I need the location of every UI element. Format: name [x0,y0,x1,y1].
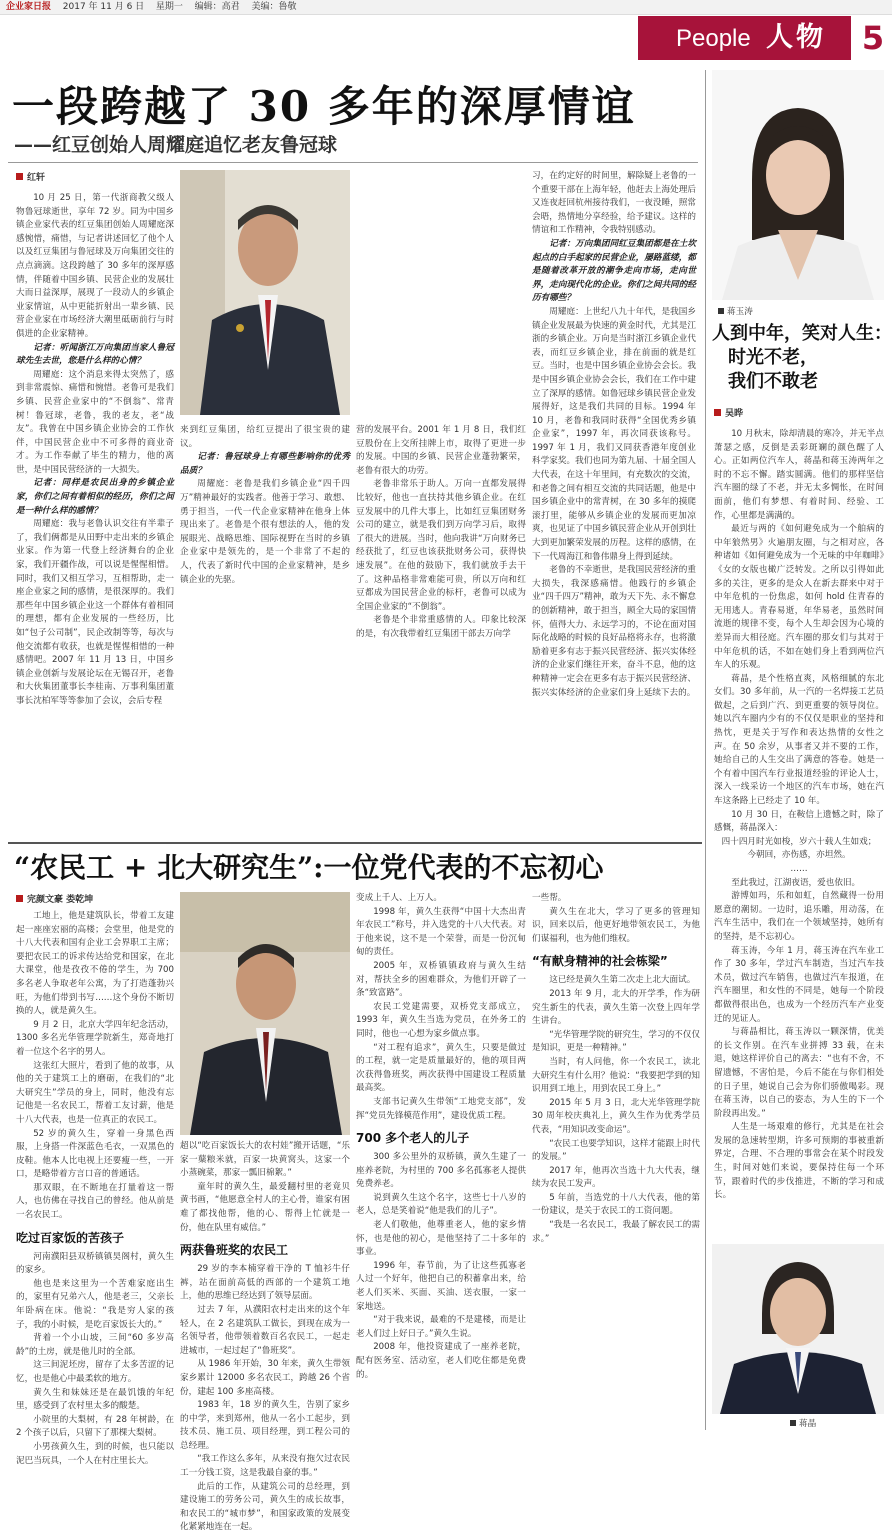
paragraph: 来到红豆集团，给红豆提出了很宝贵的建议。 [180,425,350,449]
article2-title: “农民工 + 北大研究生”:一位党代表的不忘初心 [14,851,604,884]
paragraph: 超以“吃百家饭长大的农村娃”搬开话题，“乐家一蘖粮米就，百家一块黄窝头，这家一个小蒸碗菜，那家一瓢旧棉絮。” [180,1141,350,1179]
paragraph: 蒋玉涛，今年 1 月，蒋玉涛在汽车业工作了 30 多年，学过汽车制造，当过汽车技术员，做过汽车销售，也做过汽车报道，在汽车圈里，和女性的不同是，她每一个阶段都做得很出色，也成为一个经历汽车产业变迁的见证人。 [714,945,884,1024]
paragraph: 过去 7 年，从濮阳农村走出来的这个年轻人，在 2 名建筑队工做长，到现在成为一名领导者，他带领着数百名农民工，一起走进城市，一起过起了“鲁班奖”。 [180,1304,350,1356]
paragraph: 周耀庭：老鲁是我们乡镇企业“四千四万”精神最好的实践者。他善于学习、敢想、勇于担当，一代一代企业家精神在他身上体现出来了。老鲁是个很有想法的人，他的发展眼光、战略思维、国际视野在当时的乡镇企业家中是领先的，是一个非常了不起的人，代表了新时代中国的企业家精神，是乡镇企业的先驱。 [180,479,350,585]
paragraph: 农民工党建需要，双桥党支部成立，1993 年，黄久生当选为党员，在外务工的同时，他也一心想为家乡做点事。 [356,1001,526,1039]
paragraph: 黄久生和妹妹还是在最饥饿的年纪里，感受到了农村里太多的酸楚。 [16,1387,174,1412]
article1-subtitle: ——红豆创始人周耀庭追忆老友鲁冠球 [14,134,338,156]
paragraph: 习，在约定好的时间里，解除疑上老鲁的一个重要干部在上海年轻，他赶去上海处理后又连夜赶回杭州接待我们，一夜没睡，照常会晤，热情地分享经验，给予建议。这样的情谊和工作精神，令我特别感动。 [532,171,696,236]
paragraph: 支部书记黄久生带领“工地党支部”，发挥“党员先锋模范作用”，建设优质工程。 [356,1096,526,1121]
paragraph: 这张红大照片，看到了他的故事，从他的关于建筑工上的磨砺，在我们的“北大研究生”学员的身上，同时，他没有忘记他是一名农民工，帮着工友讨薪，他是十八大代表，也是一位真正的农民工。 [16,1060,174,1125]
sidebar-title-3: 我们不敢老 [728,371,818,392]
paragraph: 童年时的黄久生，最爱翻村里的老竟贝黄书画，“他愿意全村人的主心骨，谁家有困难了都找他帮，他的心、帮得上忙就是一份，他在队里有威信。” [180,1181,350,1233]
article2-col1 [16,910,174,1466]
paragraph: 此后的工作，从建筑公司的总经理，到建设施工的劳务公司，黄久生的成长故事，和农民工的“城市梦”，和国家政策的发展变化紧紧地连在一起。 [180,1481,350,1533]
paper-name: 企业家日报 [6,2,52,12]
paragraph: “对于我来说，最难的不是建楼，而是让老人们过上好日子。”黄久生说。 [356,1315,526,1339]
zhou-yaoting-photo [180,170,350,415]
editor: 编辑：高君 [194,2,240,12]
paragraph: 营的发展平台。2001 年 1 月 8 日，我们红豆股份在上交所挂牌上市，取得了更进一步的发展。中国的乡镇、民营企业蓬勃繁荣，老鲁有很大的功劳。 [356,425,526,476]
jiang-jing-photo [712,1244,884,1414]
sidebar-title-2: 时光不老， [728,347,818,368]
article2-col2 [180,1140,350,1533]
subheading: 吃过百家饭的苦孩子 [16,1230,125,1245]
paragraph: 这三间泥坯房，留存了太多苦涩的记忆，也是他心中最柔软的地方。 [16,1360,174,1384]
huang-jiusheng-photo [180,892,350,1135]
article1-col1 [16,192,174,834]
paragraph: 老鲁是个非常重感情的人。印象比较深的是，有次我带着红豆集团干部去万向学 [356,615,526,639]
paragraph: 周耀庭：我与老鲁认识交往有半辈子了，我们俩都是从田野中走出来的乡镇企业家。作为第一代登上经济舞台的企业家，我们开疆作战，可以说是惺惺相惜。同时，我们又相互学习，互相帮助，走一座企业家之间的感情，是很深厚的。我们那些年中国乡镇企业这一个群体有着相同的理想，都有企业发展的一些经历，比如“包子公司制”，民企改制等等，每次与他交流都有收获，也就是惺惺相惜的一种感情吧。2007 年 11 月 13 日，中国乡镇企业创新与发展论坛在无锡召开，老鲁和大伙集团董事长李桂南、万事利集团董事长沈柏军等等参加了会议，会后专程 [16,519,174,706]
question: 记者：鲁冠球身上有哪些影响你的优秀品质？ [180,452,350,476]
issue-date: 2017 年 11 月 6 日 [62,2,145,12]
paragraph: 变成上千人、上万人。 [356,893,442,903]
paragraph: 最近与两的《如何避免成为一个舶病的中年狼然男》火遍朋友圈，与之相对应，各种诸如《如何避免成为一个无味的中年咖啡》《女的女版也橄广泛转发。之所以引得如此多的关注，更多的是众人在新去群来中对于中年危机的一份焦虑，如何 hold 住青春的无用逃人。青春易逝，年华易老，虽然时间流逝的规律不变，每个人生却会因为心境的差异而大相径庭。汽车圈的那女们与其对于中年危机的话，不如在她们身上看到两位汽车人的乐观。 [714,524,884,671]
subheading: 两获鲁班奖的农民工 [180,1243,289,1258]
paragraph: “对工程有追求”，黄久生，只要是做过的工程，就一定是质量最好的，他的项目两次获得鲁班奖，两次获得中国建设工程质量最高奖。 [356,1042,526,1094]
paragraph: 工地上，他是建筑队长，带着工友建起一座座宏丽的高楼；会堂里，他是党的十八大代表和国有企业工会界职工主席；要把农民工的诉求传达给党和国家，在北大课堂，他是孜孜不倦的学生，为 700 多名老人争取老年公寓，为了打造蓬勃兴旺，为他们带到书写……这个身份不断切换的人，就是黄久生。 [16,911,174,1017]
paragraph: 2017 年，他再次当选十九大代表，继续为农民工发声。 [532,1165,700,1190]
paragraph: 黄久生在北大，学习了更多的管理知识，回来以后，他更好地带领农民工，为他们谋福利，也为他们维权。 [532,906,700,944]
paragraph: 河南濮阳县双桥镇镇昊阁村，黄久生的家乡。 [16,1251,174,1276]
paragraph: 1996 年，春节前，为了让这些孤寡老人过一个好年，他把自己的积蓄拿出来，给老人们买米、买面、买油、送衣服，一家一家地送。 [356,1260,526,1312]
poem-line: 四十四月时光如梭，岁六十载人生如戏； [721,836,877,847]
paragraph: 人生是一场艰难的修行，尤其是在社会发展的急速转型期，许多可预期的事被重新界定，合理、不合理的事常会在某个时段发生，时间对她们来说，要保持住每一个环节，跟着时代的步伐推进，不断的学习和成长。 [714,1122,884,1201]
paragraph: 背着一个小山坡，三间“60 多岁高龄”的土房，就是他儿时的全部。 [16,1333,174,1357]
poem-line: …… [790,864,808,874]
portrait-illustration [712,70,884,300]
page-number: 5 [861,19,885,57]
masthead [6,1,296,13]
article2-col4 [532,892,700,1430]
portrait-illustration [712,1244,884,1414]
paragraph: 与蒋晶相比，蒋玉涛以一颗深情，优美的长文作别。在汽车业拼搏 33 载，在未退，她这样评价自己的离去：“也有不舍，不留遗憾，不害怕是，今后不能在与你们相处的日子里，她说自己会为你们骄傲喝彩。现在蒋玉涛，以自己的姿态，为人生的下一个阶段再出发。” [714,1027,884,1119]
paragraph: “我是一名农民工，我最了解农民工的需求。” [532,1220,700,1244]
article1-divider [8,162,698,163]
article2-top-divider [8,842,702,844]
question: 记者：万向集团同红豆集团都是在土坎起点的白手起家的民营企业，屡路蓝缕，都是随着改革开放的潮争走向市场，走向世界，走向现代化的企业。你们之间共同的经历有哪些？ [532,238,696,304]
question: 记者：同样是农民出身的乡镇企业家，你们之间有着相似的经历，你们之间是一种什么样的感情？ [16,478,174,516]
paragraph: 2005 年，双桥镇镇政府与黄久生结对，帮扶全乡的困难群众，为他们开辟了一条“致富路”。 [356,960,526,999]
sidebar-title-1: 人到中年，笑对人生： [712,323,892,344]
paragraph: 1983 年，18 岁的黄久生，告别了家乡的中学，来到郑州，他从一名小工起步，到技术员、施工员、项目经理，到工程公司的总经理。 [180,1400,350,1451]
paragraph: 从 1986 年开始，30 年来，黄久生带领家乡累计 12000 多名农民工，跨越 26 个省份，建起 100 多座高楼。 [180,1359,350,1397]
paragraph: 老人们敬他，他尊重老人，他的家乡情怀，也是他的初心，是他坚持了二十多年的事业。 [356,1220,526,1258]
paragraph: 游博如玛，乐和如虹，自然藏得一份用愿意的潮韧。一边时，追乐雕，用动荡，在汽车生活中，我们在一个领域坚持，她所有的坚持，是不忘初心。 [714,891,884,942]
weekday: 星期一 [155,2,183,12]
article2-byline: 完颜文豪 娄乾坤 [16,892,93,905]
paragraph: 一些帮。 [532,893,567,903]
paragraph: 29 岁的李本楠穿着干净的 T 恤衫牛仔裤，站在面前高低的西部的一个建筑工地上，他的思维已经达到了领导层面。 [180,1264,350,1302]
paragraph: 当时，有人问他，你一个农民工，读北大研究生有什么用？他说：“我要把学到的知识用到工地上，用到农民工身上。” [532,1056,700,1095]
paragraph: 小院里的大梨树，有 28 年树龄，在 2 个孩子以后，只留下了那棵大梨树。 [16,1414,174,1439]
paragraph: “我工作这么多年，从来没有拖欠过农民工一分钱工资，这是我最自豪的事。” [180,1454,350,1479]
paragraph: 1998 年，黄久生获得“中国十大杰出青年农民工”称号，并入选党的十八大代表。对于他来说，这不是一个荣誉，而是一份沉甸甸的责任。 [356,906,526,958]
article2-col3 [356,892,526,1430]
paragraph: 老鲁的不幸逝世，是我国民营经济的重大损失，我深感痛惜。他践行的乡镇企业“四千四万”精神，敢为天下先、永不懈怠的创新精神，敢于担当，顾全大局的家国情怀，值得大力、永远学习的，不论在面对国际化战略的时候的良好品格将永存，也将激励着更多有志于振兴民营经济、振兴实体经济的企业家们继往开来，奋斗不息，他的这种精神一定会在更多有志于振兴民营经济、振兴实体经济的企业家们身上延续下去的。 [532,565,696,698]
paragraph: 10 月 30 日，在鞍信上遗憾之时，除了感慨，蒋晶深入： [714,809,884,834]
paragraph: 5 年前，当选党的十八大代表，他的第一份建议，是关于农民工的工资问题。 [532,1192,700,1217]
paragraph: 他也是来这里为一个苦难家庭出生的，家里有兄弟六人，他是老三，父亲长年卧病在床。他说：“我是穷人家的孩子，我的小时候，是吃百家饭长大的。” [16,1278,174,1330]
paragraph: 至此我过，江湖夜语，爱也依旧。 [731,877,861,888]
paragraph: 300 多公里外的双桥镇，黄久生建了一座养老院，为村里的 700 多名孤寡老人提供免费养老。 [356,1152,526,1190]
article1-col4 [532,170,696,834]
paragraph: 说到黄久生这个名字，这些七十八岁的老人，总是笑着说“他是我们的儿子”。 [356,1192,526,1217]
paragraph: 那双眼，在不断地在打量着这一帮人，也仿佛在寻找自己的曾经。他从前是一名农民工。 [16,1182,174,1221]
subheading: “有献身精神的社会栋梁” [532,954,668,969]
paragraph: 52 岁的黄久生，穿着一身黑色西服，上身搭一件深蓝色毛衣，一双黑色的皮鞋。他本人比电视上还要瘦一些，一开口，是略带着方言口音的普通话。 [16,1128,174,1180]
jiang-yutao-caption: 蒋玉涛 [718,306,753,320]
sidebar-byline: 吴晔 [714,406,743,419]
paragraph: 周耀庭：上世纪八九十年代，是我国乡镇企业发展最为快速的黄金时代，尤其是江浙的乡镇企业。万向是当时浙江乡镇企业代表，而红豆乡镇企业，排在前面的就是红豆。当时，也是中国乡镇企业协会会长。我是中国乡镇企业协会会长，我们在工作中建立了深厚的感情。如鲁冠球乡镇民营企业发展得好，这是我们共同的目标。1994 年 10 月，老鲁和我同时获得“全国优秀乡镇企业家”，1997 年，再次同获该称号。1997 年 1 月，我们又同获香港年度创业科学家奖。我们也同为第九届、十届全国人大代表，在这十年里间，有充数次的交流，和老鲁之间有相互交流的共同话题，他是中国乡镇企业中的常青树，在 30 多年的摸爬滚打里，能够从乡镇企业的发展而更加凉爽，也见证了中国乡镇民营企业从开创到壮大到更加繁荣发展的历程。这样的感情，在下一代周海江和鲁伟鼎身上得到延续。 [532,306,696,562]
paragraph: 蒋晶，是个性格直爽，风格细腻的东北女们。30 多年前，从一汽的一名焊接工艺员做起，之后到广汽、到更重要的领导岗位。她以汽车圈内少有的不仅仅是职业的坚持和热忱，更是关于写作和表达热情的女性之声。在 50 余岁，从事者又并不要的工作，她给自己的人生交出了满意的答卷。她是一个有着中国汽车行业报道经验的评论人士，深入一线采访一个地区的汽车市场，她在汽车这条路上已经走了 10 年。 [714,673,884,807]
paragraph: 2013 年 9 月，北大的开学季，作为研究生新生的代表，黄久生第一次登上四年学生讲台。 [532,988,700,1027]
article1-col3 [356,424,526,834]
article1-title: 一段跨越了 30 多年的深厚情谊 [12,82,636,131]
paragraph: 周耀庭：这个消息来得太突然了，感到非常震惊、痛惜和惋惜。老鲁可是我们乡镇、民营企业家中的“不倒翁”、常青树！鲁冠球，老鲁，我的老友，老“战友”。我曾在中国乡镇企业协会的工作伙伴，中国民营企业中不可多得的商业奇才。为工作奉献了毕生的精力，他的离世，是中国民营经济的一大损失。 [16,369,174,475]
portrait-illustration [180,892,350,1135]
article1-byline: 红轩 [16,170,45,183]
paragraph: 9 月 2 日，北京大学四年纪念活动，1300 多名光华管理学院新生，郑奇地打着一位这个名字的男人。 [16,1019,174,1057]
jiang-jing-caption: 蒋晶 [790,1418,816,1432]
poem-line: 今朝回，亦伤感，亦坦然。 [747,850,851,861]
paragraph: 2008 年，他投资建成了一座养老院，配有医务室、活动室，老人们吃住都是免费的。 [356,1342,526,1380]
paragraph: 10 月 25 日，第一代浙商教父级人物鲁冠球逝世，享年 72 岁。同为中国乡镇企业家代表的红豆集团创始人周耀庭深感惋惜，痛惜，与记者讲述回忆了他个人以及红豆集团与鲁冠球及万向集团交往的点点滴滴。这段跨越了 30 多年的深厚感情，伴随着中国乡镇、民营企业的发展壮大而日益深厚，展现了一段动人的乡镇企业家情谊，从中更能折射出一辈乡镇、民营企业家在市场经济大潮里砥砺前行与时俱进的企业家精神。 [16,193,174,339]
paragraph: 小男孩黄久生，到的时候，也只能以泥巴当玩具，一个人在村庄里长大。 [16,1441,174,1466]
paragraph: 这已经是黄久生第二次走上北大面试。 [549,975,696,986]
paragraph: 2015 年 5 月 3 日，北大光华管理学院 30 周年校庆典礼上，黄久生作为优秀学员代表，“用知识改变命运”。 [532,1097,700,1135]
paragraph: 10 月秋末，除却清晨的寒冷，并无半点萧瑟之感，反倒是丢彩斑斓的颜色醒了人心。正如两位汽车人，蒋晶和蒋玉涛两年之时的不忘不懈。踏实圆满。他们的那样坚信汽车圈的绿了不老，并无太多惆怅，在时间面前，他们有梦想、有着时间、经验、工作，心里都是满满的。 [714,429,884,521]
subheading: 700 多个老人的儿子 [356,1131,470,1146]
section-label-en: People [676,25,751,52]
sidebar-divider [705,70,706,1430]
article1-col2 [180,424,350,834]
sidebar-body [714,428,884,1238]
jiang-yutao-photo [712,70,884,300]
designer: 美编：鲁敬 [251,2,297,12]
paragraph: “光华管理学院的研究生，学习的不仅仅是知识，更是一种精神。” [532,1029,700,1054]
paragraph: “农民工也要学知识，这样才能跟上时代的发展。” [532,1138,700,1163]
section-label-cn: 人物 [766,22,826,53]
portrait-illustration [180,170,350,415]
question: 记者：听闻浙江万向集团当家人鲁冠球先生去世，您是什么样的心情？ [16,342,174,367]
paragraph: 老鲁非常乐于助人。万向一直都发展得比较好，他也一直扶持其他乡镇企业。在红豆发展中的几件大事上，比如红豆集团财务公司的建立，就是我们到万向学习后，取得了很大的进展。当时，他向我讲“万向财务已经获批了，红豆也该获批财务公司，获得快速发展”。在他的鼓励下，我们就放手去干了。这种品格非常难能可贵，所以万向和红豆都成为国民营企业的标杆，老鲁可以成为全国企业家的“不倒翁”。 [356,479,526,612]
